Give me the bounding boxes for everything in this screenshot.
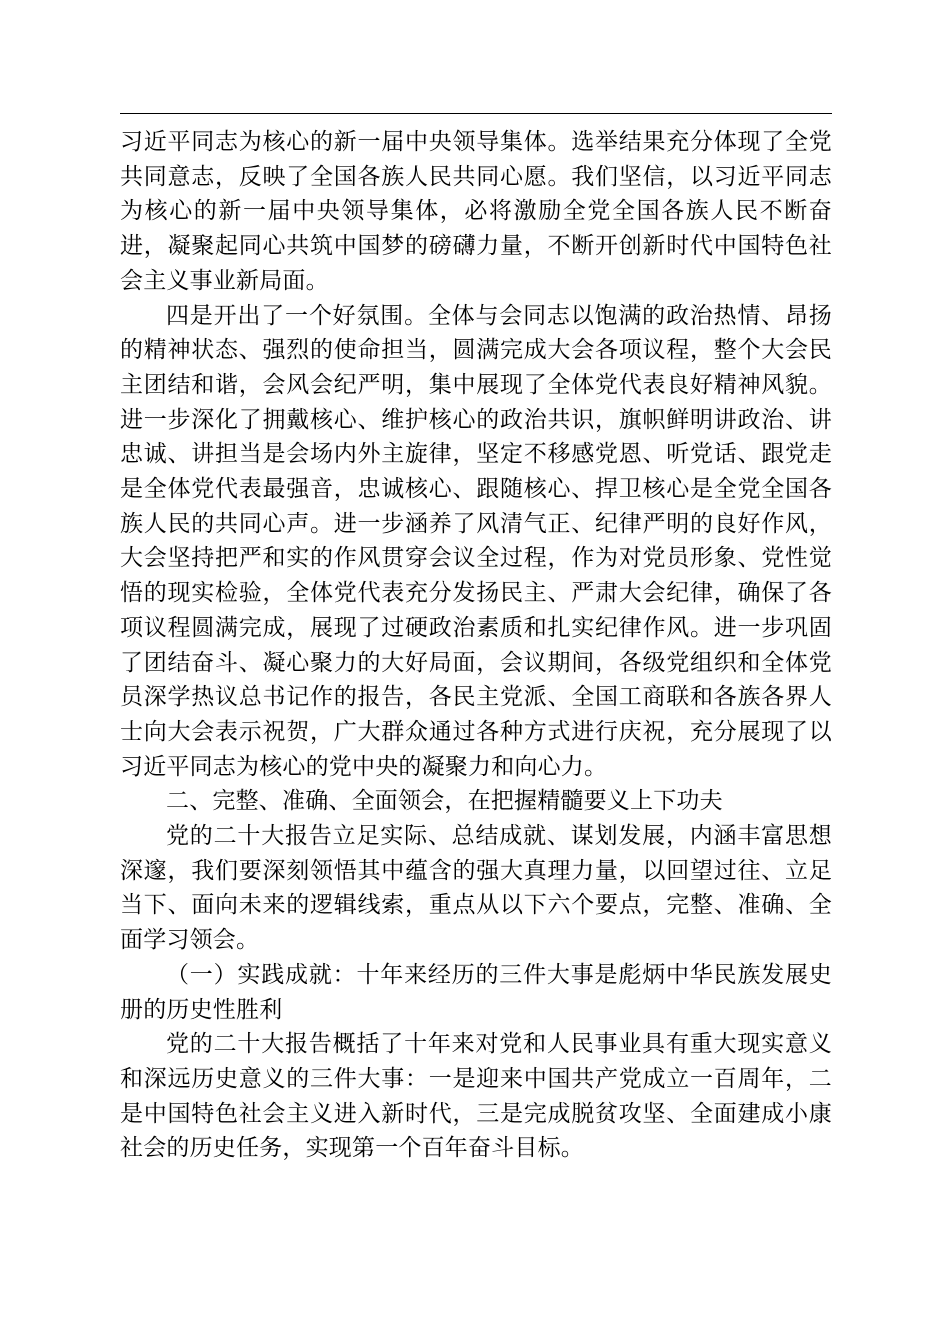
subsection-heading-1: （一）实践成就：十年来经历的三件大事是彪炳中华民族发展史册的历史性胜利: [120, 961, 832, 1023]
paragraph-continuation: 习近平同志为核心的新一届中央领导集体。选举结果充分体现了全党共同意志，反映了全国各族人民共同心愿。我们坚信，以习近平同志为核心的新一届中央领导集体，必将激励全党全国各族人民不断奋进，凝聚起同心共筑中国梦的磅礴力量，不断开创新时代中国特色社会主义事业新局面。: [120, 129, 832, 294]
paragraph-report-intro: 党的二十大报告立足实际、总结成就、谋划发展，内涵丰富思想深邃，我们要深刻领悟其中蕴含的强大真理力量，以回望过往、立足当下、面向未来的逻辑线索，重点从以下六个要点，完整、准确、全面学习领会。: [120, 823, 832, 954]
paragraph-three-events: 党的二十大报告概括了十年来对党和人民事业具有重大现实意义和深远历史意义的三件大事：一是迎来中国共产党成立一百周年，二是中国特色社会主义进入新时代，三是完成脱贫攻坚、全面建成小康社会的历史任务，实现第一个百年奋斗目标。: [120, 1031, 832, 1162]
section-heading-2: 二、完整、准确、全面领会，在把握精髓要义上下功夫: [166, 788, 723, 815]
header-rule: [120, 113, 832, 114]
paragraph-atmosphere: 四是开出了一个好氛围。全体与会同志以饱满的政治热情、昂扬的精神状态、强烈的使命担当，圆满完成大会各项议程，整个大会民主团结和谐，会风会纪严明，集中展现了全体党代表良好精神风貌。进一步深化了拥戴核心、维护核心的政治共识，旗帜鲜明讲政治、讲忠诚、讲担当是会场内外主旋律，坚定不移感党恩、听党话、跟党走是全体党代表最强音，忠诚核心、跟随核心、捍卫核心是全党全国各族人民的共同心声。进一步涵养了风清气正、纪律严明的良好作风，大会坚持把严和实的作风贯穿会议全过程，作为对党员形象、党性觉悟的现实检验，全体党代表充分发扬民主、严肃大会纪律，确保了各项议程圆满完成，展现了过硬政治素质和扎实纪律作风。进一步巩固了团结奋斗、凝心聚力的大好局面，会议期间，各级党组织和全体党员深学热议总书记作的报告，各民主党派、全国工商联和各族各界人士向大会表示祝贺，广大群众通过各种方式进行庆祝，充分展现了以习近平同志为核心的党中央的凝聚力和向心力。: [120, 302, 832, 780]
document-body: [120, 125, 832, 1166]
